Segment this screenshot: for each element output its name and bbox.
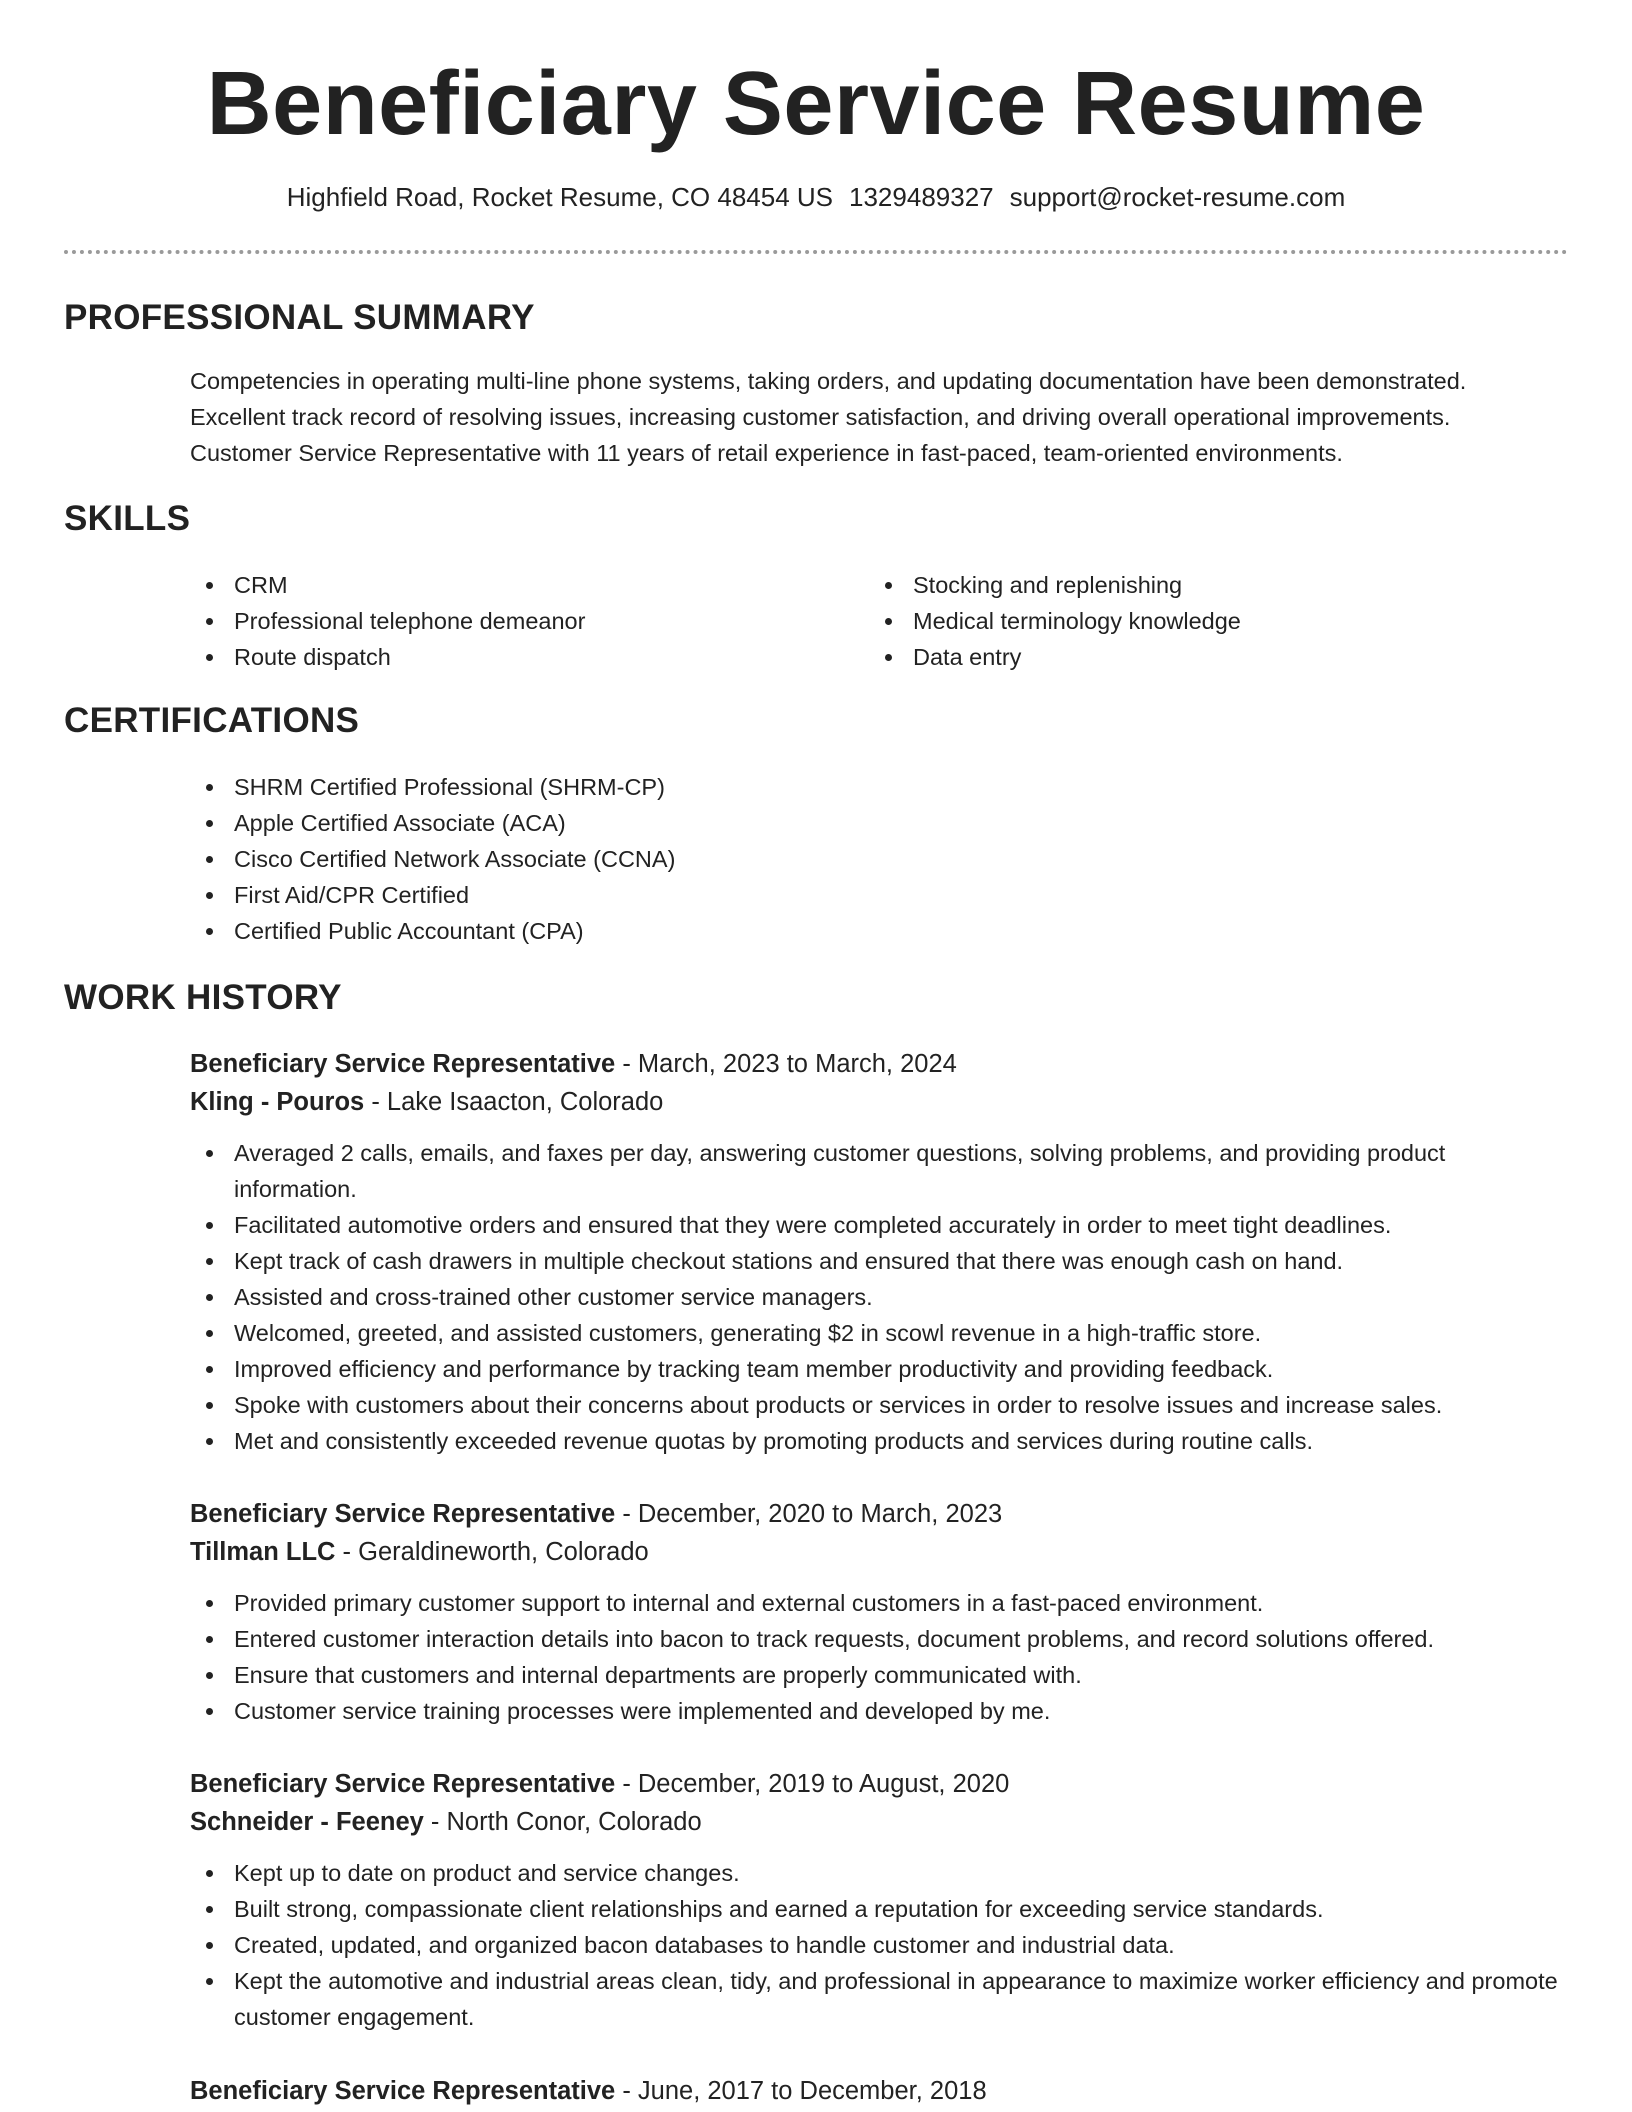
job-bullet: Customer service training processes were implemented and developed by me. bbox=[190, 1693, 1570, 1729]
skill-item: CRM bbox=[190, 567, 830, 603]
contact-address: Highfield Road, Rocket Resume, CO 48454 US bbox=[286, 182, 834, 212]
job-bullet: Spoke with customers about their concerns about products or services in order to resolve issues and increase sales. bbox=[190, 1387, 1570, 1423]
job-bullet: Kept track of cash drawers in multiple checkout stations and ensured that there was enough cash on hand. bbox=[190, 1243, 1570, 1279]
job-title-line bbox=[190, 1045, 1570, 1083]
job-dates: - June, 2017 to December, 2018 bbox=[615, 2077, 987, 2105]
certification-item: Certified Public Accountant (CPA) bbox=[190, 913, 1570, 949]
contact-line bbox=[64, 180, 1568, 214]
job-title-line bbox=[190, 2072, 1570, 2110]
job-bullet: Ensure that customers and internal departments are properly communicated with. bbox=[190, 1657, 1570, 1693]
job-entry bbox=[190, 1045, 1570, 1459]
skills-list-left bbox=[190, 567, 830, 675]
job-bullet: Created, updated, and organized bacon databases to handle customer and industrial data. bbox=[190, 1927, 1570, 1963]
job-bullet: Averaged 2 calls, emails, and faxes per day, answering customer questions, solving problems, and providing product information. bbox=[190, 1135, 1570, 1207]
job-bullet: Kept the automotive and industrial areas clean, tidy, and professional in appearance to maximize worker efficiency and promote customer engagement. bbox=[190, 1963, 1570, 2035]
summary-text bbox=[190, 363, 1570, 471]
skill-item: Route dispatch bbox=[190, 639, 830, 675]
skill-item: Professional telephone demeanor bbox=[190, 603, 830, 639]
job-bullet: Welcomed, greeted, and assisted customers, generating $2 in scowl revenue in a high-traffic store. bbox=[190, 1315, 1570, 1351]
skills-heading: SKILLS bbox=[64, 499, 191, 538]
resume-title: Beneficiary Service Resume bbox=[206, 54, 1426, 154]
job-company-line bbox=[190, 1803, 1570, 1841]
job-bullets bbox=[190, 1585, 1570, 1729]
skill-item: Medical terminology knowledge bbox=[869, 603, 1509, 639]
summary-line: Customer Service Representative with 11 years of retail experience in fast-paced, team-oriented environments. bbox=[190, 440, 1343, 466]
job-company: Schneider - Feeney bbox=[190, 1808, 424, 1836]
job-bullet: Entered customer interaction details into bacon to track requests, document problems, and record solutions offered. bbox=[190, 1621, 1570, 1657]
job-dates: - December, 2019 to August, 2020 bbox=[615, 1770, 1010, 1798]
summary-line: Excellent track record of resolving issues, increasing customer satisfaction, and driving overall operational improvements. bbox=[190, 404, 1451, 430]
job-bullet: Assisted and cross-trained other customer service managers. bbox=[190, 1279, 1570, 1315]
summary-heading: PROFESSIONAL SUMMARY bbox=[64, 298, 535, 337]
job-company-line bbox=[190, 1083, 1570, 1121]
certification-item: Apple Certified Associate (ACA) bbox=[190, 805, 1570, 841]
job-entry bbox=[190, 1495, 1570, 1729]
job-location: - Lake Isaacton, Colorado bbox=[364, 1088, 664, 1116]
job-bullet: Facilitated automotive orders and ensured that they were completed accurately in order to meet tight deadlines. bbox=[190, 1207, 1570, 1243]
job-title: Beneficiary Service Representative bbox=[190, 1770, 616, 1798]
job-entry bbox=[190, 2072, 1570, 2110]
job-bullet: Built strong, compassionate client relationships and earned a reputation for exceeding service standards. bbox=[190, 1891, 1570, 1927]
skill-item: Stocking and replenishing bbox=[869, 567, 1509, 603]
job-title: Beneficiary Service Representative bbox=[190, 1050, 616, 1078]
job-bullets bbox=[190, 1855, 1570, 2035]
certifications-list bbox=[190, 769, 1570, 949]
job-company: Tillman LLC bbox=[190, 1538, 336, 1566]
job-bullets bbox=[190, 1135, 1570, 1459]
certifications-heading: CERTIFICATIONS bbox=[64, 701, 360, 740]
job-bullet: Improved efficiency and performance by tracking team member productivity and providing feedback. bbox=[190, 1351, 1570, 1387]
summary-line: Competencies in operating multi-line phone systems, taking orders, and updating documentation have been demonstrated. bbox=[190, 368, 1467, 394]
job-title-line bbox=[190, 1495, 1570, 1533]
header-divider bbox=[64, 250, 1568, 254]
job-bullet: Provided primary customer support to internal and external customers in a fast-paced environment. bbox=[190, 1585, 1570, 1621]
certification-item: SHRM Certified Professional (SHRM-CP) bbox=[190, 769, 1570, 805]
job-title: Beneficiary Service Representative bbox=[190, 2077, 616, 2105]
skills-list-right bbox=[869, 567, 1509, 675]
job-dates: - December, 2020 to March, 2023 bbox=[615, 1500, 1003, 1528]
certification-item: Cisco Certified Network Associate (CCNA) bbox=[190, 841, 1570, 877]
certification-item: First Aid/CPR Certified bbox=[190, 877, 1570, 913]
skill-item: Data entry bbox=[869, 639, 1509, 675]
job-dates: - March, 2023 to March, 2024 bbox=[615, 1050, 957, 1078]
job-bullet: Kept up to date on product and service changes. bbox=[190, 1855, 1570, 1891]
job-company: Kling - Pouros bbox=[190, 1088, 365, 1116]
work-history-heading: WORK HISTORY bbox=[64, 978, 342, 1017]
job-location: - Geraldineworth, Colorado bbox=[335, 1538, 649, 1566]
job-company-line bbox=[190, 1533, 1570, 1571]
job-title-line bbox=[190, 1765, 1570, 1803]
job-location: - North Conor, Colorado bbox=[423, 1808, 702, 1836]
job-entry bbox=[190, 1765, 1570, 2035]
job-title: Beneficiary Service Representative bbox=[190, 1500, 616, 1528]
contact-email[interactable]: support@rocket-resume.com bbox=[1009, 182, 1346, 212]
job-bullet: Met and consistently exceeded revenue quotas by promoting products and services during routine calls. bbox=[190, 1423, 1570, 1459]
contact-phone: 1329489327 bbox=[849, 182, 994, 212]
